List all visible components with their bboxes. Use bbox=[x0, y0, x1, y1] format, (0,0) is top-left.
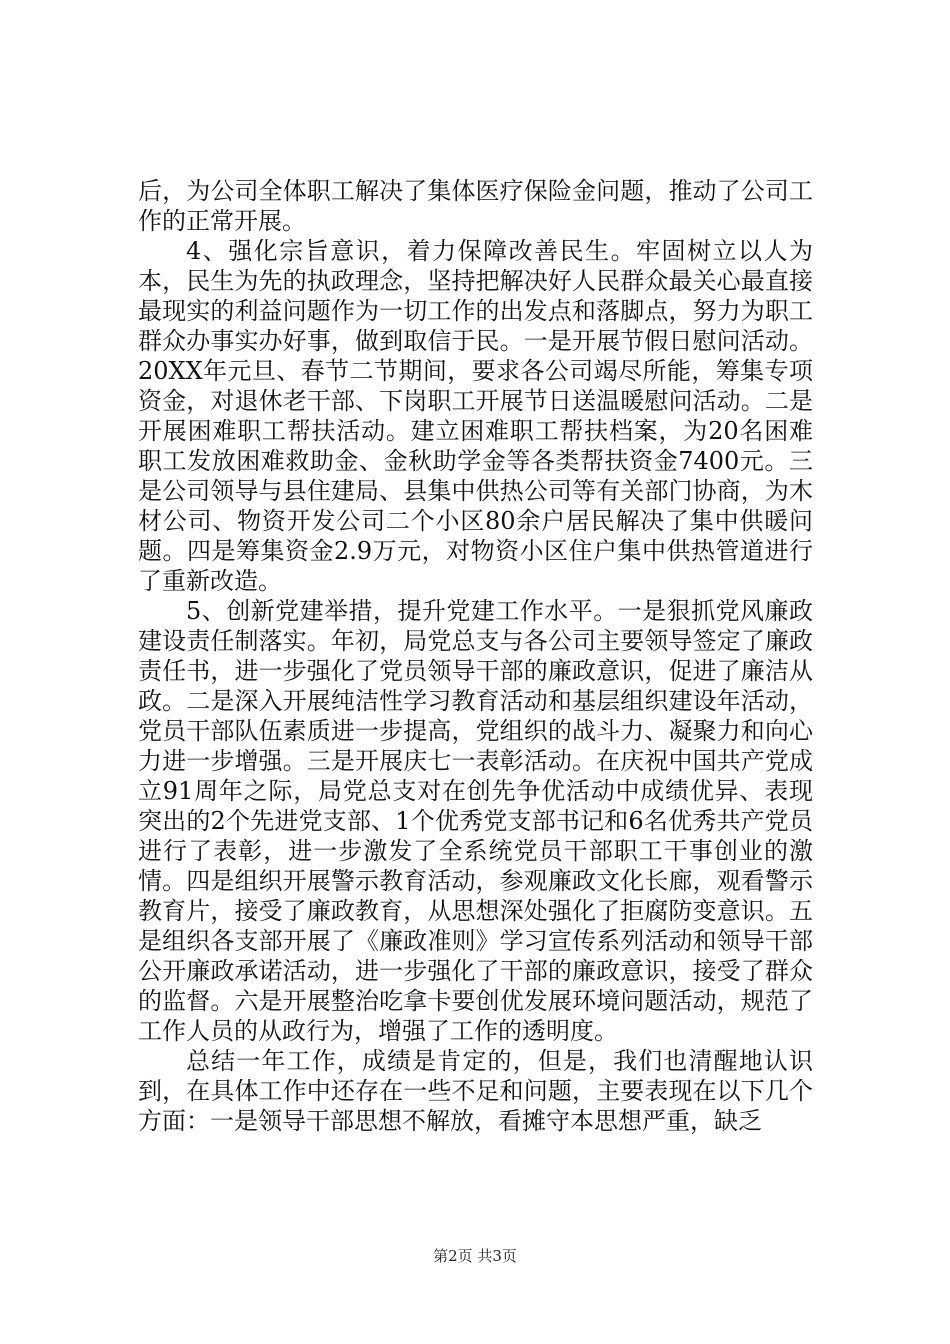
paragraph-summary: 总结一年工作，成绩是肯定的，但是，我们也清醒地认识到，在具体工作中还存在一些不足和问题，主要表现在以下几个方面：一是领导干部思想不解放，看摊守本思想严重，缺乏 bbox=[138, 1047, 813, 1135]
paragraph-continuation: 后，为公司全体职工解决了集体医疗保险金问题，推动了公司工作的正常开展。 bbox=[138, 177, 813, 235]
paragraph-party-building: 5、创新党建举措，提升党建工作水平。一是狠抓党风廉政建设责任制落实。年初，局党总支与各公司主要领导签定了廉政责任书，进一步强化了党员领导干部的廉政意识，促进了廉洁从政。二是深入开展纯洁性学习教育活动和基层组织建设年活动，党员干部队伍素质进一步提高，党组织的战斗力、凝聚力和向心力进一步增强。三是开展庆七一表彰活动。在庆祝中国共产党成立91周年之际，局党总支对在创先争优活动中成绩优异、表现突出的2个先进党支部、1个优秀党支部书记和6名优秀共产党员进行了表彰，进一步激发了全系统党员干部职工干事创业的激情。四是组织开展警示教育活动，参观廉政文化长廊，观看警示教育片，接受了廉政教育，从思想深处强化了拒腐防变意识。五是组织各支部开展了《廉政准则》学习宣传系列活动和领导干部公开廉政承诺活动，进一步强化了干部的廉政意识，接受了群众的监督。六是开展整治吃拿卡要创优发展环境问题活动，规范了工作人员的从政行为，增强了工作的透明度。 bbox=[138, 597, 813, 1045]
document-body bbox=[138, 176, 813, 1136]
page-number-footer: 第2页 共3页 bbox=[433, 1247, 517, 1265]
paragraph-livelihood: 4、强化宗旨意识，着力保障改善民生。牢固树立以人为本，民生为先的执政理念，坚持把解决好人民群众最关心最直接最现实的利益问题作为一切工作的出发点和落脚点，努力为职工群众办事实办好事，做到取信于民。一是开展节假日慰问活动。20XX年元旦、春节二节期间，要求各公司竭尽所能，筹集专项资金，对退休老干部、下岗职工开展节日送温暖慰问活动。二是开展困难职工帮扶活动。建立困难职工帮扶档案，为20名困难职工发放困难救助金、金秋助学金等各类帮扶资金7400元。三是公司领导与县住建局、县集中供热公司等有关部门协商，为木材公司、物资开发公司二个小区80余户居民解决了集中供暖问题。四是筹集资金2.9万元，对物资小区住户集中供热管道进行了重新改造。 bbox=[138, 237, 813, 595]
